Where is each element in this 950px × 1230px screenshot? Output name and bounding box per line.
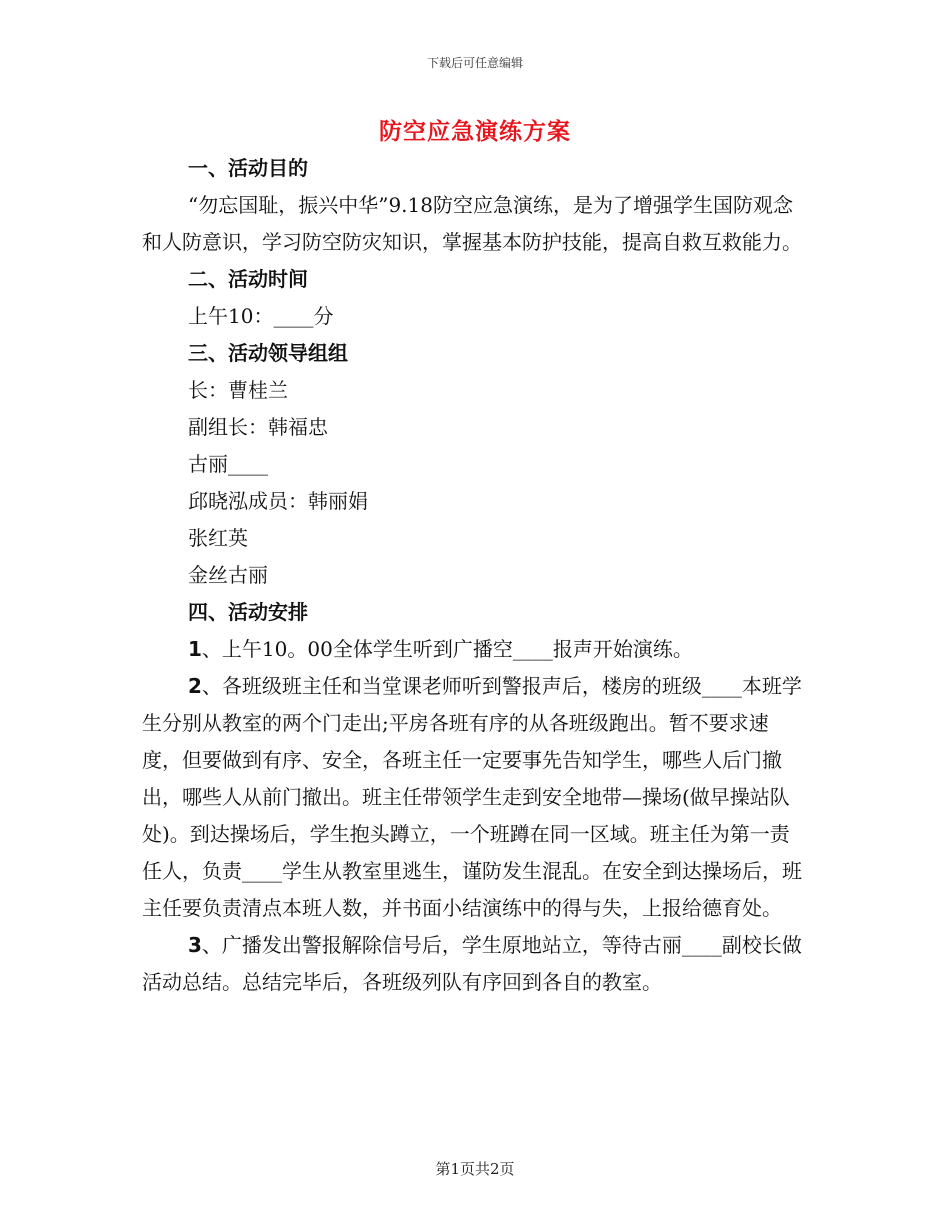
step-number: 3 — [188, 933, 202, 957]
step-text: 、上午10。00全体学生听到广播空____报声开始演练。 — [201, 637, 693, 661]
leader-line: 副组长：韩福忠 — [188, 415, 328, 439]
document-title: 防空应急演练方案 — [379, 118, 571, 145]
section-heading-arrangement: 四、活动安排 — [188, 600, 308, 624]
arrangement-step-2 — [142, 668, 808, 927]
step-text: 、广播发出警报解除信号后，学生原地站立，等待古丽____副校长做活动总结。总结完毕后，各班级列队有序回到各自的教室。 — [142, 933, 802, 994]
leader-line: 金丝古丽 — [188, 563, 268, 587]
leader-line: 长：曹桂兰 — [188, 378, 288, 402]
section-heading-leaders: 三、活动领导组组 — [188, 341, 348, 365]
document-body — [142, 150, 808, 1001]
header-note: 下载后可任意编辑 — [426, 56, 523, 70]
section-heading-time: 二、活动时间 — [188, 267, 308, 291]
section-heading-purpose: 一、活动目的 — [188, 156, 308, 180]
step-number: 2 — [188, 674, 202, 698]
purpose-paragraph: “勿忘国耻，振兴中华”9.18防空应急演练，是为了增强学生国防观念和人防意识，学习防空防灾知识，掌握基本防护技能，提高自救互救能力。 — [142, 193, 802, 254]
time-paragraph: 上午10：____分 — [188, 304, 334, 328]
leader-line: 张红英 — [188, 526, 248, 550]
leader-line: 古丽____ — [188, 452, 268, 476]
page-footer: 第1页共2页 — [435, 1160, 515, 1178]
step-number: 1 — [188, 637, 202, 661]
leader-line: 邱晓泓成员：韩丽娟 — [188, 489, 368, 513]
arrangement-step-3 — [142, 927, 808, 1001]
step-text: 、各班级班主任和当堂课老师听到警报声后，楼房的班级____本班学生分别从教室的两个门走出;平房各班有序的从各班级跑出。暂不要求速度，但要做到有序、安全，各班主任一定要事先告知学生，哪些人后门撤出，哪些人从前门撤出。班主任带领学生走到安全地带—操场(做早操站队处)。到达操场后，学生抱头蹲立，一个班蹲在同一区域。班主任为第一责任人，负责____学生从教室里逃生，谨防发生混乱。在安全到达操场后，班主任要负责清点本班人数，并书面小结演练中的得与失，上报给德育处。 — [142, 674, 802, 920]
arrangement-step-1 — [142, 631, 808, 668]
